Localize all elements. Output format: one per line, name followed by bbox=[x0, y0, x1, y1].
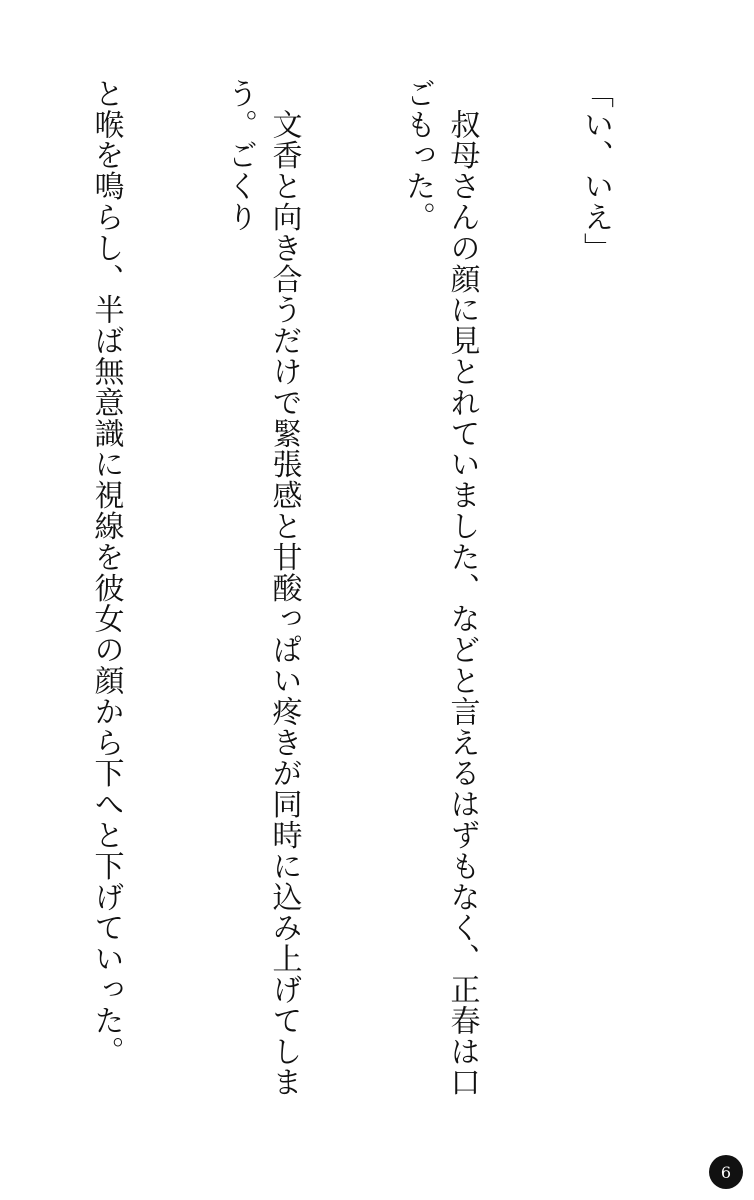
page-number-badge: 6 bbox=[709, 1155, 743, 1189]
text-line: と喉を鳴らし、半ば無意識に視線を彼女の顔から下へと下げていった。 bbox=[88, 78, 124, 1067]
text-line: 叔母さんの顔に見とれていました、などと言えるはずもなく、正春は口ごもった。 bbox=[400, 78, 480, 1098]
text-line: 文香と向き合うだけで緊張感と甘酸っぱい疼きが同時に込み上げてしまう。ごくり bbox=[222, 78, 302, 1098]
text-line: 「い、いえ」 bbox=[578, 78, 613, 264]
vertical-text-body bbox=[16, 78, 706, 1128]
